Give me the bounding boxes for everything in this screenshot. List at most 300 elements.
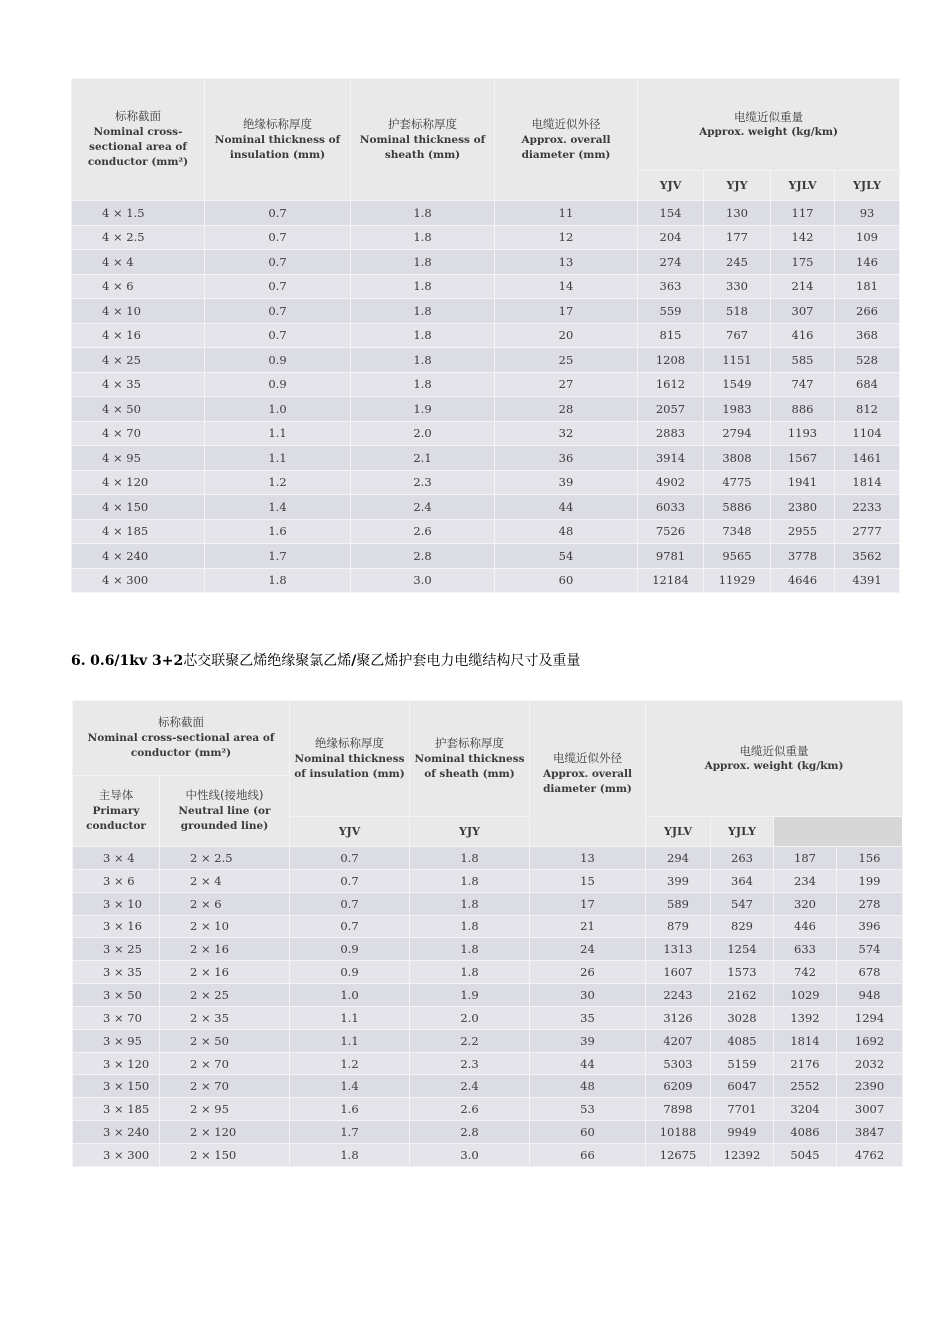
table-cell: 13 bbox=[495, 250, 638, 275]
table-cell: 5045 bbox=[774, 1143, 837, 1166]
table-row bbox=[72, 274, 900, 299]
cable-table-3plus2core bbox=[72, 700, 902, 1167]
table-cell: 4 × 1.5 bbox=[72, 201, 205, 226]
table-row bbox=[72, 348, 900, 373]
table-cell: 363 bbox=[638, 274, 704, 299]
table-cell: 1.1 bbox=[205, 446, 351, 471]
table-cell: 2.1 bbox=[351, 446, 495, 471]
table-cell: 12 bbox=[495, 225, 638, 250]
table-cell: 214 bbox=[771, 274, 835, 299]
table-cell: 4 × 4 bbox=[72, 250, 205, 275]
table-cell: 25 bbox=[495, 348, 638, 373]
table-row bbox=[72, 421, 900, 446]
table-cell: 2.6 bbox=[351, 519, 495, 544]
table-cell: 1692 bbox=[837, 1029, 903, 1052]
table-cell: 4 × 50 bbox=[72, 397, 205, 422]
table-cell: 0.7 bbox=[205, 250, 351, 275]
table-cell: 3126 bbox=[646, 1006, 711, 1029]
table-cell: 0.7 bbox=[205, 299, 351, 324]
table-cell: 32 bbox=[495, 421, 638, 446]
table-cell: 1607 bbox=[646, 961, 711, 984]
table-cell: 886 bbox=[771, 397, 835, 422]
table-cell: 1461 bbox=[835, 446, 900, 471]
table-cell: 7898 bbox=[646, 1098, 711, 1121]
section-text: 芯交联聚乙烯绝缘聚氯乙烯 bbox=[183, 653, 352, 669]
section-spec: 0.6/1kv 3+2 bbox=[90, 653, 184, 669]
table-cell: 1.8 bbox=[410, 915, 530, 938]
header-yjly: YJLY bbox=[835, 171, 900, 201]
table-cell: 66 bbox=[530, 1143, 646, 1166]
table-cell: 35 bbox=[530, 1006, 646, 1029]
table-cell: 11 bbox=[495, 201, 638, 226]
table-cell: 1.8 bbox=[410, 847, 530, 870]
table-cell: 948 bbox=[837, 984, 903, 1007]
table-cell: 2.0 bbox=[410, 1006, 530, 1029]
table-cell: 4 × 120 bbox=[72, 470, 205, 495]
table-cell: 4085 bbox=[711, 1029, 774, 1052]
table-cell: 1313 bbox=[646, 938, 711, 961]
table-cell: 6033 bbox=[638, 495, 704, 520]
table-cell: 547 bbox=[711, 892, 774, 915]
table-cell: 14 bbox=[495, 274, 638, 299]
table-cell: 2 × 35 bbox=[160, 1006, 290, 1029]
table-cell: 3 × 150 bbox=[73, 1075, 160, 1098]
table-cell: 13 bbox=[530, 847, 646, 870]
table-cell: 1294 bbox=[837, 1006, 903, 1029]
header-diameter: 电缆近似外径 Approx. overall diameter (mm) bbox=[530, 701, 646, 847]
table-row bbox=[72, 495, 900, 520]
table-cell: 684 bbox=[835, 372, 900, 397]
table-cell: 1.8 bbox=[351, 299, 495, 324]
section-sep: / bbox=[351, 653, 357, 669]
table-cell: 3 × 16 bbox=[73, 915, 160, 938]
table-cell: 4 × 2.5 bbox=[72, 225, 205, 250]
table-cell: 7701 bbox=[711, 1098, 774, 1121]
table-cell: 6047 bbox=[711, 1075, 774, 1098]
table-cell: 1.8 bbox=[410, 892, 530, 915]
table-row bbox=[73, 938, 903, 961]
table-row bbox=[73, 1143, 903, 1166]
table-cell: 1.8 bbox=[351, 225, 495, 250]
table-cell: 2162 bbox=[711, 984, 774, 1007]
table-cell: 4 × 35 bbox=[72, 372, 205, 397]
table-cell: 48 bbox=[530, 1075, 646, 1098]
table-row bbox=[73, 869, 903, 892]
table-cell: 2032 bbox=[837, 1052, 903, 1075]
table-cell: 1.9 bbox=[351, 397, 495, 422]
table-cell: 4207 bbox=[646, 1029, 711, 1052]
header-yjv: YJV bbox=[290, 817, 410, 847]
table-cell: 2.4 bbox=[410, 1075, 530, 1098]
table-cell: 585 bbox=[771, 348, 835, 373]
table-cell: 528 bbox=[835, 348, 900, 373]
table-cell: 4 × 70 bbox=[72, 421, 205, 446]
table-cell: 368 bbox=[835, 323, 900, 348]
table-row bbox=[72, 250, 900, 275]
table-row bbox=[73, 1075, 903, 1098]
table-cell: 1.7 bbox=[205, 544, 351, 569]
table-row bbox=[73, 1121, 903, 1144]
table-cell: 30 bbox=[530, 984, 646, 1007]
table-cell: 589 bbox=[646, 892, 711, 915]
table-cell: 12184 bbox=[638, 568, 704, 593]
table-cell: 5886 bbox=[704, 495, 771, 520]
table-cell: 1.8 bbox=[351, 201, 495, 226]
table bbox=[71, 78, 900, 593]
table-cell: 2 × 95 bbox=[160, 1098, 290, 1121]
table-cell: 1.2 bbox=[290, 1052, 410, 1075]
table-cell: 4 × 6 bbox=[72, 274, 205, 299]
header-yjy: YJY bbox=[410, 817, 530, 847]
table-cell: 2 × 10 bbox=[160, 915, 290, 938]
table-cell: 0.7 bbox=[290, 915, 410, 938]
table-row bbox=[72, 201, 900, 226]
table-cell: 1151 bbox=[704, 348, 771, 373]
table-cell: 2 × 16 bbox=[160, 961, 290, 984]
table-cell: 0.7 bbox=[205, 274, 351, 299]
table-row bbox=[72, 225, 900, 250]
table-cell: 2794 bbox=[704, 421, 771, 446]
table-cell: 1549 bbox=[704, 372, 771, 397]
table-cell: 2057 bbox=[638, 397, 704, 422]
table-cell: 4 × 240 bbox=[72, 544, 205, 569]
table-cell: 3 × 95 bbox=[73, 1029, 160, 1052]
cable-table-4core bbox=[71, 78, 899, 593]
table-cell: 1.8 bbox=[205, 568, 351, 593]
table-cell: 39 bbox=[530, 1029, 646, 1052]
table-cell: 0.7 bbox=[205, 225, 351, 250]
table-row bbox=[73, 961, 903, 984]
table-cell: 1.8 bbox=[351, 323, 495, 348]
table-row bbox=[72, 446, 900, 471]
table-cell: 2 × 16 bbox=[160, 938, 290, 961]
table-cell: 109 bbox=[835, 225, 900, 250]
table-cell: 3 × 240 bbox=[73, 1121, 160, 1144]
table-cell: 2.4 bbox=[351, 495, 495, 520]
table-cell: 0.7 bbox=[290, 847, 410, 870]
table-cell: 2.0 bbox=[351, 421, 495, 446]
table-cell: 3914 bbox=[638, 446, 704, 471]
table-cell: 1.7 bbox=[290, 1121, 410, 1144]
table-cell: 4 × 185 bbox=[72, 519, 205, 544]
table-cell: 2.8 bbox=[410, 1121, 530, 1144]
table-cell: 307 bbox=[771, 299, 835, 324]
table-cell: 1208 bbox=[638, 348, 704, 373]
table-row bbox=[72, 299, 900, 324]
table-cell: 2243 bbox=[646, 984, 711, 1007]
table-cell: 156 bbox=[837, 847, 903, 870]
table-cell: 181 bbox=[835, 274, 900, 299]
table-cell: 294 bbox=[646, 847, 711, 870]
table-cell: 2 × 25 bbox=[160, 984, 290, 1007]
table-cell: 1.6 bbox=[290, 1098, 410, 1121]
header-cross-section: 标称截面 Nominal cross-sectional area of conductor (mm²) bbox=[72, 79, 205, 201]
table-cell: 5303 bbox=[646, 1052, 711, 1075]
table-cell: 3 × 50 bbox=[73, 984, 160, 1007]
table-cell: 559 bbox=[638, 299, 704, 324]
table-cell: 28 bbox=[495, 397, 638, 422]
table-cell: 44 bbox=[495, 495, 638, 520]
table-cell: 1.8 bbox=[410, 938, 530, 961]
table-cell: 3007 bbox=[837, 1098, 903, 1121]
header-neutral: 中性线(接地线) Neutral line (or grounded line) bbox=[160, 776, 290, 847]
table-cell: 1254 bbox=[711, 938, 774, 961]
table-cell: 4902 bbox=[638, 470, 704, 495]
table-cell: 1.9 bbox=[410, 984, 530, 1007]
table-cell: 9781 bbox=[638, 544, 704, 569]
table-cell: 4 × 300 bbox=[72, 568, 205, 593]
header-yjly: YJLY bbox=[711, 817, 774, 847]
table-cell: 2777 bbox=[835, 519, 900, 544]
table-cell: 574 bbox=[837, 938, 903, 961]
table-cell: 4 × 10 bbox=[72, 299, 205, 324]
table-cell: 7526 bbox=[638, 519, 704, 544]
table-cell: 15 bbox=[530, 869, 646, 892]
table-cell: 2955 bbox=[771, 519, 835, 544]
table-cell: 4646 bbox=[771, 568, 835, 593]
table-cell: 742 bbox=[774, 961, 837, 984]
table-cell: 9949 bbox=[711, 1121, 774, 1144]
table-row bbox=[72, 372, 900, 397]
table-cell: 54 bbox=[495, 544, 638, 569]
table-cell: 320 bbox=[774, 892, 837, 915]
table-cell: 1.8 bbox=[351, 348, 495, 373]
table-cell: 154 bbox=[638, 201, 704, 226]
section-text-2: 聚乙烯护套电力电缆结构尺寸及重量 bbox=[356, 653, 581, 669]
table-cell: 1983 bbox=[704, 397, 771, 422]
table-cell: 3778 bbox=[771, 544, 835, 569]
table-cell: 1.8 bbox=[290, 1143, 410, 1166]
table-cell: 399 bbox=[646, 869, 711, 892]
table-cell: 2390 bbox=[837, 1075, 903, 1098]
header-insulation: 绝缘标称厚度 Nominal thickness of insulation (mm) bbox=[290, 701, 410, 817]
table-cell: 60 bbox=[530, 1121, 646, 1144]
table-cell: 3204 bbox=[774, 1098, 837, 1121]
table-cell: 0.7 bbox=[205, 201, 351, 226]
table-cell: 0.7 bbox=[290, 892, 410, 915]
table-cell: 0.9 bbox=[290, 961, 410, 984]
table-row bbox=[72, 397, 900, 422]
table-cell: 1.8 bbox=[351, 274, 495, 299]
table-cell: 11929 bbox=[704, 568, 771, 593]
table-cell: 1104 bbox=[835, 421, 900, 446]
table-row bbox=[72, 519, 900, 544]
table-cell: 1.8 bbox=[410, 869, 530, 892]
table-cell: 39 bbox=[495, 470, 638, 495]
table-row bbox=[73, 1052, 903, 1075]
table-cell: 3 × 120 bbox=[73, 1052, 160, 1075]
table-cell: 3847 bbox=[837, 1121, 903, 1144]
table-cell: 2.6 bbox=[410, 1098, 530, 1121]
table-cell: 12675 bbox=[646, 1143, 711, 1166]
table-cell: 4086 bbox=[774, 1121, 837, 1144]
table-cell: 117 bbox=[771, 201, 835, 226]
table-cell: 263 bbox=[711, 847, 774, 870]
table-cell: 10188 bbox=[646, 1121, 711, 1144]
table-cell: 4775 bbox=[704, 470, 771, 495]
table-cell: 0.9 bbox=[205, 372, 351, 397]
table-cell: 2233 bbox=[835, 495, 900, 520]
table-cell: 3.0 bbox=[351, 568, 495, 593]
table-cell: 130 bbox=[704, 201, 771, 226]
table-cell: 416 bbox=[771, 323, 835, 348]
table bbox=[72, 700, 903, 1167]
table-cell: 3.0 bbox=[410, 1143, 530, 1166]
table-cell: 6209 bbox=[646, 1075, 711, 1098]
table-cell: 3 × 35 bbox=[73, 961, 160, 984]
table-cell: 2 × 50 bbox=[160, 1029, 290, 1052]
header-weight: 电缆近似重量 Approx. weight (kg/km) bbox=[638, 79, 900, 171]
table-cell: 0.9 bbox=[205, 348, 351, 373]
table-cell: 204 bbox=[638, 225, 704, 250]
table-cell: 747 bbox=[771, 372, 835, 397]
table-cell: 3 × 10 bbox=[73, 892, 160, 915]
table-row bbox=[72, 544, 900, 569]
table-cell: 234 bbox=[774, 869, 837, 892]
table-cell: 1941 bbox=[771, 470, 835, 495]
table-cell: 36 bbox=[495, 446, 638, 471]
table-cell: 812 bbox=[835, 397, 900, 422]
table-cell: 142 bbox=[771, 225, 835, 250]
table-cell: 3 × 300 bbox=[73, 1143, 160, 1166]
table-cell: 3028 bbox=[711, 1006, 774, 1029]
table-cell: 1392 bbox=[774, 1006, 837, 1029]
table-cell: 17 bbox=[495, 299, 638, 324]
header-yjv: YJV bbox=[638, 171, 704, 201]
table-cell: 1.6 bbox=[205, 519, 351, 544]
table-cell: 2.3 bbox=[351, 470, 495, 495]
header-yjlv: YJLV bbox=[646, 817, 711, 847]
table-cell: 1573 bbox=[711, 961, 774, 984]
header-diameter: 电缆近似外径 Approx. overall diameter (mm) bbox=[495, 79, 638, 201]
header-sheath: 护套标称厚度 Nominal thickness of sheath (mm) bbox=[351, 79, 495, 201]
table-cell: 44 bbox=[530, 1052, 646, 1075]
table-cell: 1612 bbox=[638, 372, 704, 397]
table-cell: 815 bbox=[638, 323, 704, 348]
table-cell: 1.8 bbox=[410, 961, 530, 984]
table-cell: 446 bbox=[774, 915, 837, 938]
table-cell: 1814 bbox=[835, 470, 900, 495]
table-cell: 4 × 150 bbox=[72, 495, 205, 520]
table-cell: 3 × 70 bbox=[73, 1006, 160, 1029]
header-primary: 主导体 Primary conductor bbox=[73, 776, 160, 847]
table-cell: 2883 bbox=[638, 421, 704, 446]
table-cell: 53 bbox=[530, 1098, 646, 1121]
table-cell: 518 bbox=[704, 299, 771, 324]
table-cell: 187 bbox=[774, 847, 837, 870]
table-cell: 4 × 95 bbox=[72, 446, 205, 471]
table-cell: 245 bbox=[704, 250, 771, 275]
table-cell: 2 × 4 bbox=[160, 869, 290, 892]
table-cell: 829 bbox=[711, 915, 774, 938]
table-cell: 2552 bbox=[774, 1075, 837, 1098]
table-cell: 0.9 bbox=[290, 938, 410, 961]
table-cell: 1.1 bbox=[290, 1029, 410, 1052]
table-row bbox=[73, 915, 903, 938]
table-cell: 678 bbox=[837, 961, 903, 984]
table-cell: 3 × 25 bbox=[73, 938, 160, 961]
table-cell: 93 bbox=[835, 201, 900, 226]
table-cell: 767 bbox=[704, 323, 771, 348]
table-row bbox=[73, 1029, 903, 1052]
table-row bbox=[72, 323, 900, 348]
table-cell: 1.2 bbox=[205, 470, 351, 495]
table-row bbox=[73, 1006, 903, 1029]
table-row bbox=[72, 470, 900, 495]
table-cell: 3808 bbox=[704, 446, 771, 471]
table-cell: 2.2 bbox=[410, 1029, 530, 1052]
header-weight: 电缆近似重量 Approx. weight (kg/km) bbox=[646, 701, 903, 817]
table-row bbox=[73, 1098, 903, 1121]
table-cell: 1193 bbox=[771, 421, 835, 446]
table-cell: 5159 bbox=[711, 1052, 774, 1075]
table-cell: 266 bbox=[835, 299, 900, 324]
table-row bbox=[73, 984, 903, 1007]
table-cell: 17 bbox=[530, 892, 646, 915]
table-cell: 60 bbox=[495, 568, 638, 593]
header-insulation: 绝缘标称厚度 Nominal thickness of insulation (mm) bbox=[205, 79, 351, 201]
header-yjlv: YJLV bbox=[771, 171, 835, 201]
table-cell: 24 bbox=[530, 938, 646, 961]
table-cell: 1.1 bbox=[290, 1006, 410, 1029]
table-cell: 175 bbox=[771, 250, 835, 275]
table-cell: 2 × 120 bbox=[160, 1121, 290, 1144]
table-cell: 0.7 bbox=[290, 869, 410, 892]
table-cell: 2176 bbox=[774, 1052, 837, 1075]
table-cell: 27 bbox=[495, 372, 638, 397]
table-row bbox=[73, 847, 903, 870]
table-cell: 12392 bbox=[711, 1143, 774, 1166]
table-row bbox=[73, 892, 903, 915]
table-cell: 3 × 4 bbox=[73, 847, 160, 870]
table-cell: 2 × 150 bbox=[160, 1143, 290, 1166]
table-cell: 1.8 bbox=[351, 372, 495, 397]
table-cell: 48 bbox=[495, 519, 638, 544]
table-cell: 274 bbox=[638, 250, 704, 275]
table-cell: 4 × 16 bbox=[72, 323, 205, 348]
table-cell: 2 × 70 bbox=[160, 1052, 290, 1075]
table-cell: 330 bbox=[704, 274, 771, 299]
table-cell: 2 × 2.5 bbox=[160, 847, 290, 870]
table-cell: 1029 bbox=[774, 984, 837, 1007]
table-cell: 364 bbox=[711, 869, 774, 892]
section-title bbox=[71, 650, 580, 670]
table-cell: 2380 bbox=[771, 495, 835, 520]
table-cell: 633 bbox=[774, 938, 837, 961]
header-sheath: 护套标称厚度 Nominal thickness of sheath (mm) bbox=[410, 701, 530, 817]
table-cell: 1.4 bbox=[290, 1075, 410, 1098]
table-cell: 146 bbox=[835, 250, 900, 275]
table-cell: 1567 bbox=[771, 446, 835, 471]
table-cell: 2 × 70 bbox=[160, 1075, 290, 1098]
table-cell: 278 bbox=[837, 892, 903, 915]
table-cell: 2.3 bbox=[410, 1052, 530, 1075]
table-cell: 1.0 bbox=[290, 984, 410, 1007]
table-cell: 177 bbox=[704, 225, 771, 250]
header-yjy: YJY bbox=[704, 171, 771, 201]
table-cell: 9565 bbox=[704, 544, 771, 569]
table-cell: 0.7 bbox=[205, 323, 351, 348]
table-cell: 1.1 bbox=[205, 421, 351, 446]
table-cell: 3562 bbox=[835, 544, 900, 569]
table-cell: 1.0 bbox=[205, 397, 351, 422]
header-cross-section: 标称截面 Nominal cross-sectional area of conductor (mm²) bbox=[73, 701, 290, 776]
table-cell: 1814 bbox=[774, 1029, 837, 1052]
table-cell: 26 bbox=[530, 961, 646, 984]
table-cell: 396 bbox=[837, 915, 903, 938]
table-cell: 7348 bbox=[704, 519, 771, 544]
table-row bbox=[72, 568, 900, 593]
